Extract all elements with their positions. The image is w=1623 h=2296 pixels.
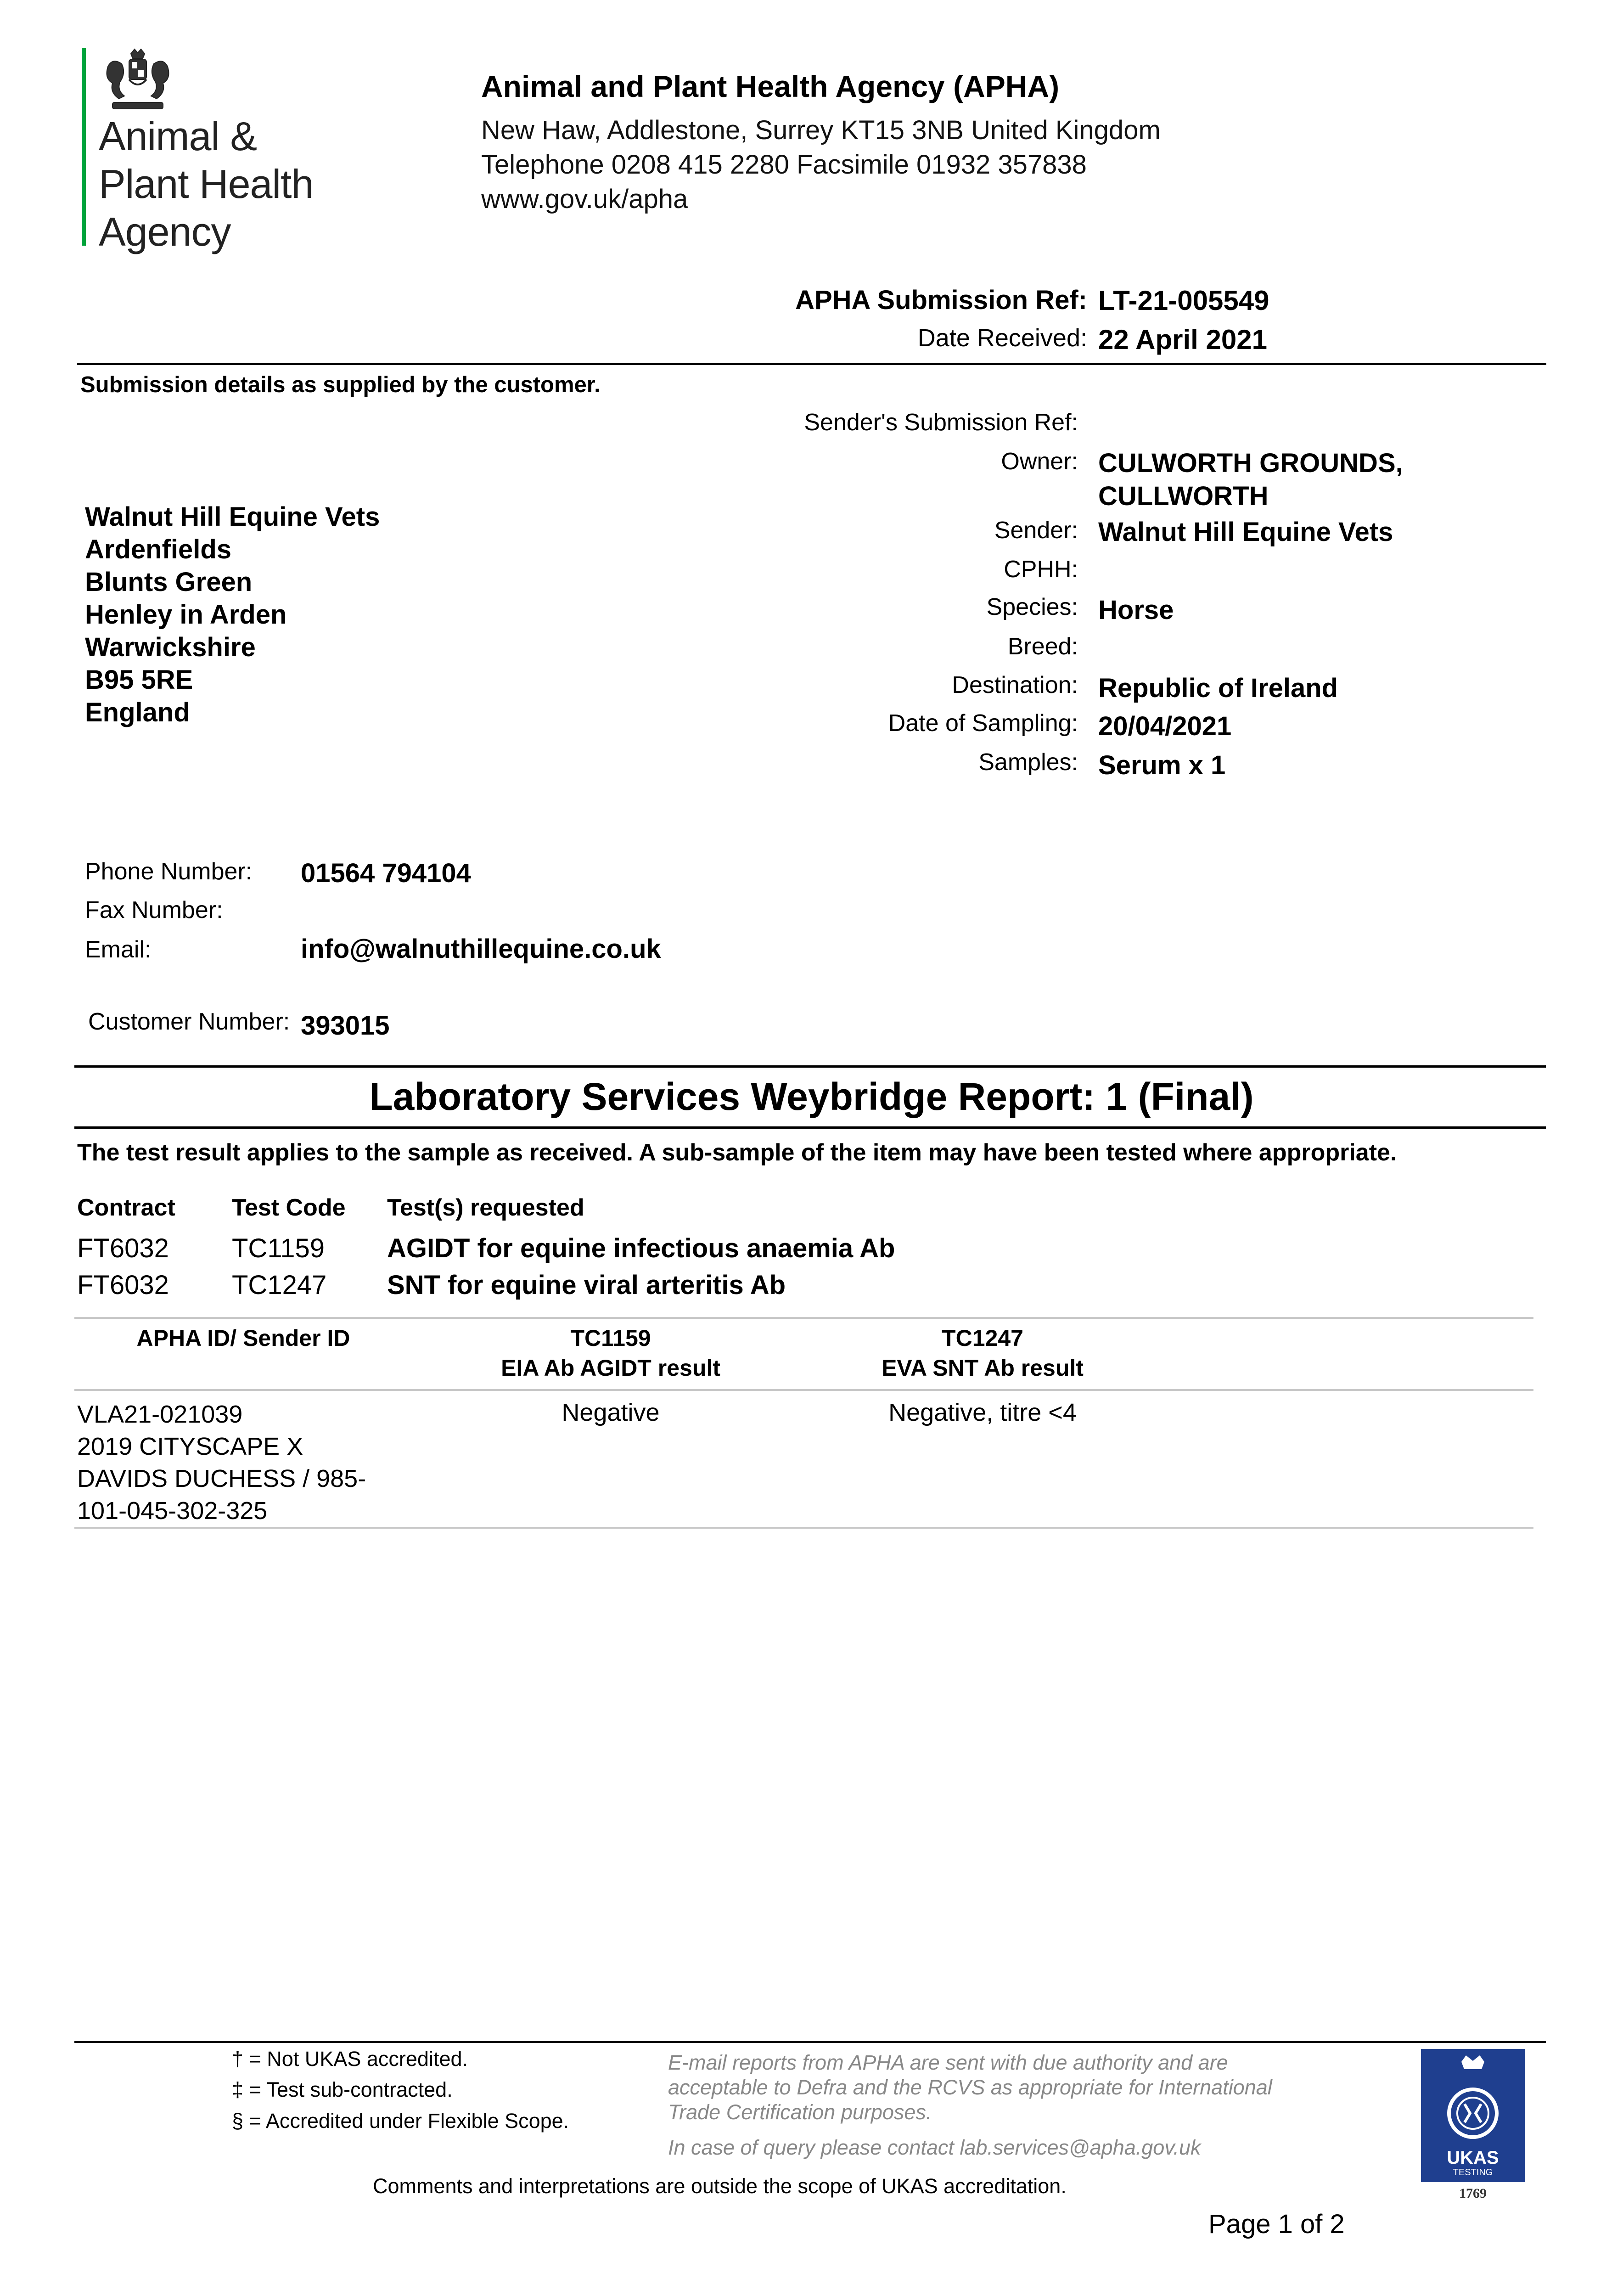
report-title: Laboratory Services Weybridge Report: 1 (Final): [369, 1075, 1254, 1118]
footer-query: In case of query please contact lab.services@apha.gov.uk: [668, 2136, 1201, 2159]
email-value[interactable]: info@walnuthillequine.co.uk: [301, 934, 661, 964]
logo-line: Plant Health: [99, 161, 314, 207]
sender-label: Sender:: [994, 517, 1078, 544]
results-col2-name: EVA SNT Ab result: [882, 1355, 1084, 1381]
footer-rule: [74, 2041, 1546, 2043]
results-col1-code: TC1159: [570, 1325, 651, 1351]
footer-key: § = Accredited under Flexible Scope.: [232, 2109, 569, 2133]
submission-ref-value: LT-21-005549: [1098, 285, 1269, 316]
logo-line: Agency: [99, 209, 231, 254]
results-bottom-rule: [74, 1527, 1533, 1529]
agency-logo-text: [99, 113, 313, 256]
sampling-date-value: 20/04/2021: [1098, 711, 1232, 741]
footer-note-line: Trade Certification purposes.: [668, 2100, 932, 2124]
report-disclaimer: The test result applies to the sample as received. A sub-sample of the item may have been tested where appropriate.: [77, 1139, 1397, 1166]
ukas-label: UKAS: [1447, 2148, 1499, 2168]
title-top-rule: [74, 1065, 1546, 1068]
footer-note-line: acceptable to Defra and the RCVS as appropriate for International: [668, 2076, 1272, 2099]
address-line: Blunts Green: [85, 567, 253, 597]
submission-ref-label: APHA Submission Ref:: [795, 285, 1087, 315]
test-code-header: Test Code: [232, 1194, 346, 1221]
address-line: Ardenfields: [85, 535, 232, 564]
address-line: B95 5RE: [85, 665, 193, 695]
customer-address: [85, 501, 380, 729]
phone-label: Phone Number:: [85, 858, 253, 885]
test-code: TC1159: [232, 1233, 325, 1263]
agency-telephone: Telephone 0208 415 2280 Facsimile 01932 357838: [481, 150, 1087, 180]
result-eva: Negative, titre <4: [888, 1399, 1077, 1426]
address-line: Warwickshire: [85, 632, 256, 662]
cphh-label: CPHH:: [1004, 556, 1078, 583]
ukas-logo-icon: [1421, 2049, 1525, 2204]
contract-header: Contract: [77, 1194, 175, 1221]
logo-line: Animal &: [99, 113, 257, 159]
test-contract: FT6032: [77, 1270, 169, 1300]
test-contract: FT6032: [77, 1233, 169, 1263]
customer-number-label: Customer Number:: [88, 1008, 290, 1035]
species-value: Horse: [1098, 595, 1174, 625]
phone-value: 01564 794104: [301, 858, 471, 888]
royal-coat-of-arms-icon: [99, 48, 177, 117]
sender-ref-label: Sender's Submission Ref:: [804, 409, 1078, 436]
ukas-accreditation-mark: [1421, 2049, 1525, 2204]
address-line: Walnut Hill Equine Vets: [85, 502, 380, 532]
results-header-rule: [74, 1389, 1533, 1391]
ukas-number: 1769: [1459, 2186, 1487, 2201]
sender-value: Walnut Hill Equine Vets: [1098, 517, 1393, 547]
ukas-sub: TESTING: [1453, 2167, 1493, 2178]
agency-name: Animal and Plant Health Agency (APHA): [481, 69, 1060, 103]
sample-id-line: DAVIDS DUCHESS / 985-: [77, 1465, 366, 1492]
title-bottom-rule: [74, 1126, 1546, 1129]
owner-label: Owner:: [1001, 448, 1078, 475]
email-label: Email:: [85, 936, 152, 963]
address-line: Henley in Arden: [85, 600, 287, 630]
footer-key: ‡ = Test sub-contracted.: [232, 2078, 453, 2101]
results-col2-code: TC1247: [942, 1325, 1023, 1351]
samples-value: Serum x 1: [1098, 750, 1226, 780]
sampling-date-label: Date of Sampling:: [888, 710, 1078, 737]
result-sample-id: [77, 1398, 366, 1527]
footer-comment: Comments and interpretations are outside the scope of UKAS accreditation.: [373, 2174, 1067, 2198]
agency-website[interactable]: www.gov.uk/apha: [481, 184, 688, 214]
results-top-rule: [74, 1317, 1533, 1319]
samples-label: Samples:: [978, 749, 1078, 776]
page-number: Page 1 of 2: [1208, 2209, 1345, 2239]
destination-value: Republic of Ireland: [1098, 673, 1338, 703]
date-received-value: 22 April 2021: [1098, 324, 1267, 355]
footer-key: † = Not UKAS accredited.: [232, 2047, 468, 2071]
destination-label: Destination:: [952, 672, 1078, 698]
owner-value-line2: CULLWORTH: [1098, 481, 1269, 511]
logo-green-bar: [82, 48, 86, 246]
test-name: AGIDT for equine infectious anaemia Ab: [387, 1233, 895, 1263]
address-line: England: [85, 698, 190, 727]
tests-requested-header: Test(s) requested: [387, 1194, 584, 1221]
breed-label: Breed:: [1007, 633, 1078, 660]
agency-address: New Haw, Addlestone, Surrey KT15 3NB United Kingdom: [481, 115, 1161, 145]
results-col1-name: EIA Ab AGIDT result: [501, 1355, 720, 1381]
header-divider: [77, 363, 1546, 365]
owner-value-line1: CULWORTH GROUNDS,: [1098, 448, 1403, 478]
sample-id-line: 2019 CITYSCAPE X: [77, 1433, 303, 1460]
details-heading: Submission details as supplied by the customer.: [80, 372, 601, 397]
result-eia: Negative: [562, 1399, 660, 1426]
sample-id-line: 101-045-302-325: [77, 1497, 268, 1525]
results-id-header: APHA ID/ Sender ID: [136, 1325, 350, 1351]
fax-label: Fax Number:: [85, 897, 223, 923]
test-name: SNT for equine viral arteritis Ab: [387, 1270, 786, 1300]
sample-id-line: VLA21-021039: [77, 1401, 243, 1428]
footer-note: [668, 2050, 1272, 2125]
species-label: Species:: [986, 594, 1078, 620]
customer-number-value: 393015: [301, 1011, 390, 1041]
footer-note-line: E-mail reports from APHA are sent with due authority and are: [668, 2051, 1228, 2074]
date-received-label: Date Received:: [917, 324, 1087, 352]
test-code: TC1247: [232, 1270, 327, 1300]
